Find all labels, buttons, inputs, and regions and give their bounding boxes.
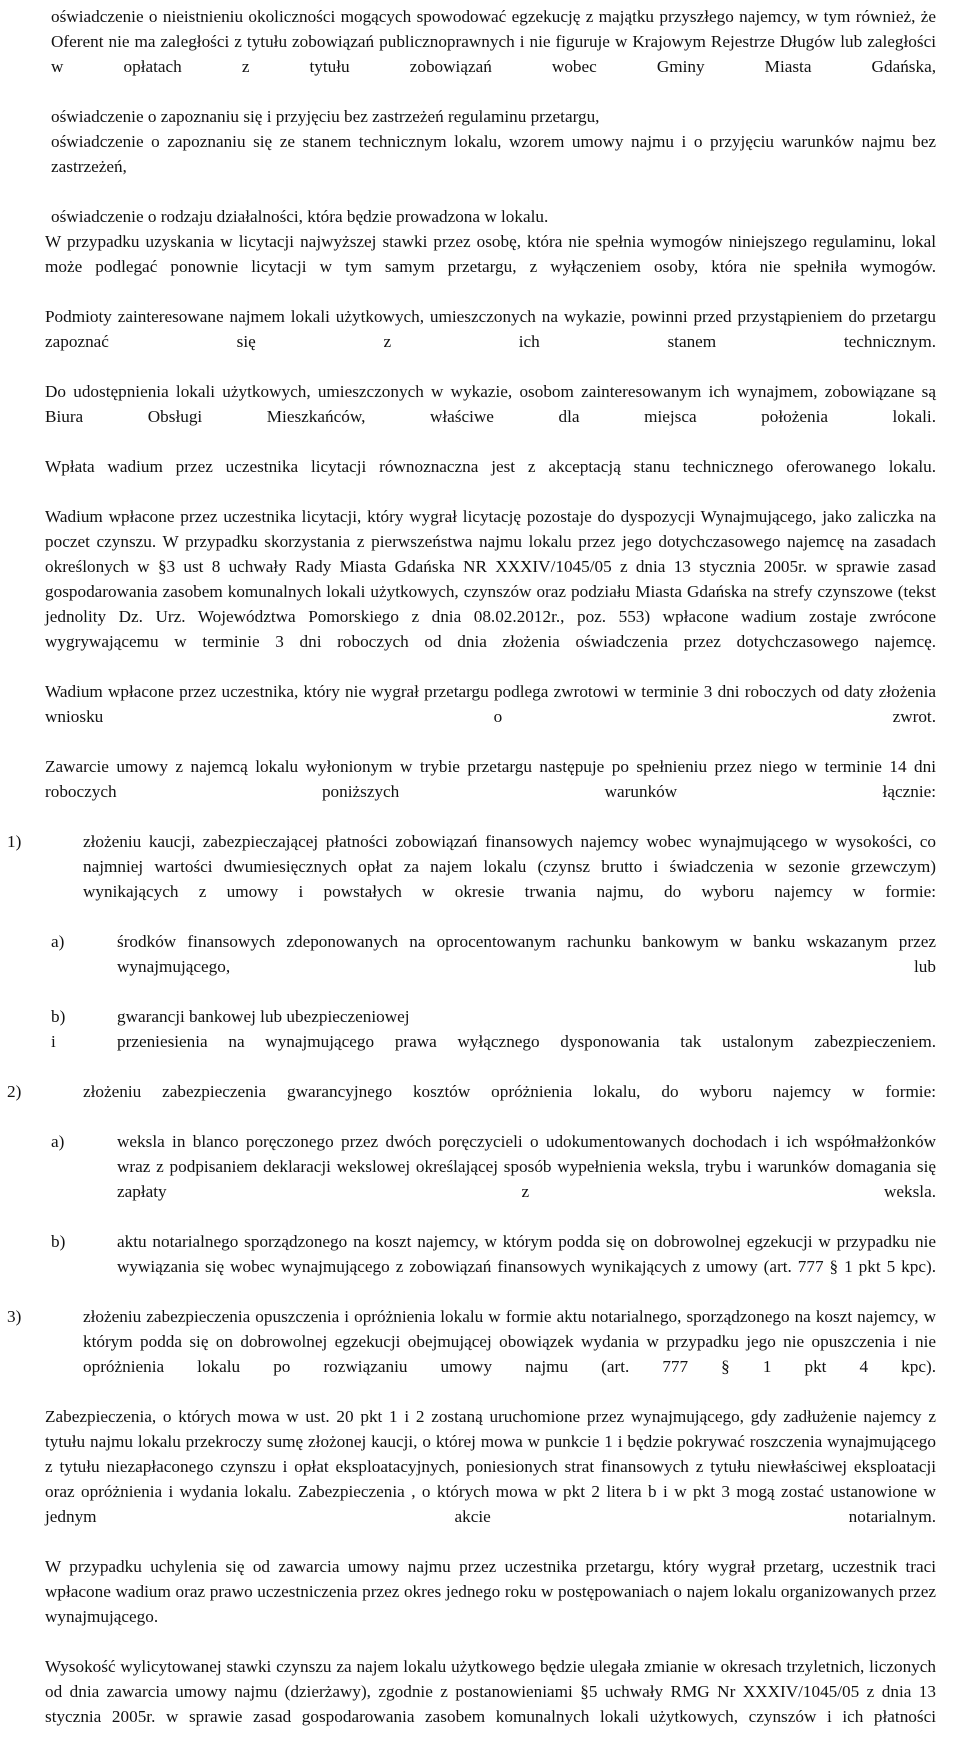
option-text: przeniesienia na wynajmującego prawa wyłącznego dysponowania tak ustalonym zabezpieczeniem. <box>117 1032 936 1051</box>
paragraph-text: Wadium wpłacone przez uczestnika, który nie wygrał przetargu podlega zwrotowi w terminie 3 dni roboczych od daty złożenia wniosku o zwrot. <box>45 682 936 726</box>
condition-number: 3) <box>7 1307 22 1326</box>
condition-2-option-a <box>51 1129 936 1229</box>
paragraph-20 <box>8 754 936 829</box>
option-text: środków finansowych zdeponowanych na oprocentowanym rachunku bankowym w banku wskazanym przez wynajmującego, lub <box>117 932 936 976</box>
item-text: oświadczenie o nieistnieniu okoliczności mogących spowodować egzekucję z majątku przyszłego najemcy, w tym również, że Oferent nie ma zaległości z tytułu zobowiązań publicznoprawnych i nie figuruje w Krajowym Rejestrze Długów lub zaległości w opłatach z tytułu zobowiązań wobec Gminy Miasta Gdańska, <box>51 7 936 76</box>
list-item-f <box>14 129 936 204</box>
paragraph-21 <box>8 1404 936 1554</box>
paragraph-text: Zabezpieczenia, o których mowa w ust. 20 pkt 1 i 2 zostaną uruchomione przez wynajmującego, gdy zadłużenie najemcy z tytułu najmu lokalu przekroczy sumę złożonej kaucji, o której mowa w punkcie 1 i będzie pokrywać roszczenia wynajmującego z tytułu niezapłaconego czynszu i opłat eksploatacyjnych, poniesionych strat finansowych z tytułu niewłaściwej eksploatacji oraz opróżnienia i wydania lokalu. Zabezpieczenia , o których mowa w pkt 2 litera b i w pkt 3 mogą zostać ustanowione w jednym akcie notarialnym. <box>45 1407 936 1526</box>
condition-1 <box>7 829 936 929</box>
condition-number: 1) <box>7 832 22 851</box>
paragraph-15 <box>8 304 936 379</box>
list-item-g <box>14 204 936 229</box>
list-item-e <box>14 104 936 129</box>
option-text: gwarancji bankowej lub ubezpieczeniowej <box>117 1007 410 1026</box>
option-label: b) <box>51 1007 66 1026</box>
item-text: oświadczenie o rodzaju działalności, która będzie prowadzona w lokalu. <box>51 207 549 226</box>
option-text: weksla in blanco poręczonego przez dwóch poręczycieli o udokumentowanych dochodach i ich współmałżonków wraz z podpisaniem deklaracji wekslowej określającej sposób wypełnienia weksla, trybu i warunków domagania się zapłaty z weksla. <box>117 1132 936 1201</box>
option-label: b) <box>51 1232 66 1251</box>
paragraph-text: Wysokość wylicytowanej stawki czynszu za najem lokalu użytkowego będzie ulegała zmianie w okresach trzyletnich, liczonych od dnia zawarcia umowy najmu (dzierżawy), zgodnie z postanowieniami §5 uchwały RMG Nr XXXIV/1045/05 z dnia 13 stycznia 2005r. w sprawie zasad gospodarowania zasobem komunalnych lokali użytkowych, czynszów i ich płatności <box>45 1657 936 1726</box>
list-item-d <box>14 4 936 104</box>
condition-1-option-b <box>51 1004 936 1029</box>
option-label: a) <box>51 1132 65 1151</box>
option-label: i <box>51 1032 56 1051</box>
paragraph-18 <box>8 504 936 679</box>
paragraph-17 <box>8 454 936 504</box>
paragraph-text: Wpłata wadium przez uczestnika licytacji równoznaczna jest z akceptacją stanu technicznego oferowanego lokalu. <box>45 457 936 476</box>
option-text: aktu notarialnego sporządzonego na koszt najemcy, w którym podda się on dobrowolnej egzekucji w przypadku nie wywiązania się wobec wynajmującego z zobowiązań finansowych wynikających z umowy (art. 777 § 1 pkt 5 kpc). <box>117 1232 936 1276</box>
paragraph-22 <box>8 1554 936 1654</box>
document-body <box>6 4 936 1754</box>
item-text: oświadczenie o zapoznaniu się i przyjęciu bez zastrzeżeń regulaminu przetargu, <box>51 107 600 126</box>
paragraph-text: Zawarcie umowy z najemcą lokalu wyłonionym w trybie przetargu następuje po spełnieniu przez niego w terminie 14 dni roboczych poniższych warunków łącznie: <box>45 757 936 801</box>
condition-1-option-i <box>51 1029 936 1079</box>
condition-number: 2) <box>7 1082 22 1101</box>
paragraph-text: W przypadku uchylenia się od zawarcia umowy najmu przez uczestnika przetargu, który wygrał przetarg, uczestnik traci wpłacone wadium oraz prawo uczestniczenia przez okres jednego roku w postępowaniach o najem lokalu organizowanych przez wynajmującego. <box>45 1557 936 1626</box>
condition-text: złożeniu zabezpieczenia opuszczenia i opróżnienia lokalu w formie aktu notarialnego, sporządzonego na koszt najemcy, w którym podda się on dobrowolnej egzekucji obejmującej obowiązek wydania w przypadku jego nie opuszczenia i nie opróżnienia lokalu po rozwiązaniu umowy najmu (art. 777 § 1 pkt 4 kpc). <box>83 1307 936 1376</box>
paragraph-text: Do udostępnienia lokali użytkowych, umieszczonych w wykazie, osobom zainteresowanym ich wynajmem, zobowiązane są Biura Obsługi Mieszkańców, właściwe dla miejsca położenia lokali. <box>45 382 936 426</box>
condition-text: złożeniu kaucji, zabezpieczającej płatności zobowiązań finansowych najemcy wobec wynajmującego w wysokości, co najmniej wartości dwumiesięcznych opłat za najem lokalu (czynsz brutto i świadczenia w sezonie grzewczym) wynikających z umowy i powstałych w okresie trwania najmu, do wyboru najemcy w formie: <box>83 832 936 901</box>
paragraph-16 <box>8 379 936 454</box>
paragraph-14 <box>8 229 936 304</box>
paragraph-text: W przypadku uzyskania w licytacji najwyższej stawki przez osobę, która nie spełnia wymogów niniejszego regulaminu, lokal może podlegać ponownie licytacji w tym samym przetargu, z wyłączeniem osoby, która nie spełniła wymogów. <box>45 232 936 276</box>
condition-2-option-b <box>51 1229 936 1304</box>
item-text: oświadczenie o zapoznaniu się ze stanem technicznym lokalu, wzorem umowy najmu i o przyjęciu warunków najmu bez zastrzeżeń, <box>51 132 936 176</box>
paragraph-19 <box>8 679 936 754</box>
paragraph-23 <box>8 1654 936 1754</box>
condition-text: złożeniu zabezpieczenia gwarancyjnego kosztów opróżnienia lokalu, do wyboru najemcy w formie: <box>83 1082 936 1101</box>
option-label: a) <box>51 932 65 951</box>
condition-3 <box>7 1304 936 1404</box>
paragraph-text: Wadium wpłacone przez uczestnika licytacji, który wygrał licytację pozostaje do dyspozycji Wynajmującego, jako zaliczka na poczet czynszu. W przypadku skorzystania z pierwszeństwa najmu lokalu przez jego dotychczasowego najemcę na zasadach określonych w §3 ust 8 uchwały Rady Miasta Gdańska NR XXXIV/1045/05 z dnia 13 stycznia 2005r. w sprawie zasad gospodarowania zasobem komunalnych lokali użytkowych, czynszów oraz podziału Miasta Gdańska na strefy czynszowe (tekst jednolity Dz. Urz. Województwa Pomorskiego z dnia 08.02.2012r., poz. 553) wpłacone wadium zostaje zwrócone wygrywającemu w terminie 3 dni roboczych od dnia złożenia oświadczenia przez dotychczasowego najemcę. <box>45 507 936 651</box>
paragraph-text: Podmioty zainteresowane najmem lokali użytkowych, umieszczonych na wykazie, powinni przed przystąpieniem do przetargu zapoznać się z ich stanem technicznym. <box>45 307 936 351</box>
condition-1-option-a <box>51 929 936 1004</box>
condition-2 <box>7 1079 936 1129</box>
